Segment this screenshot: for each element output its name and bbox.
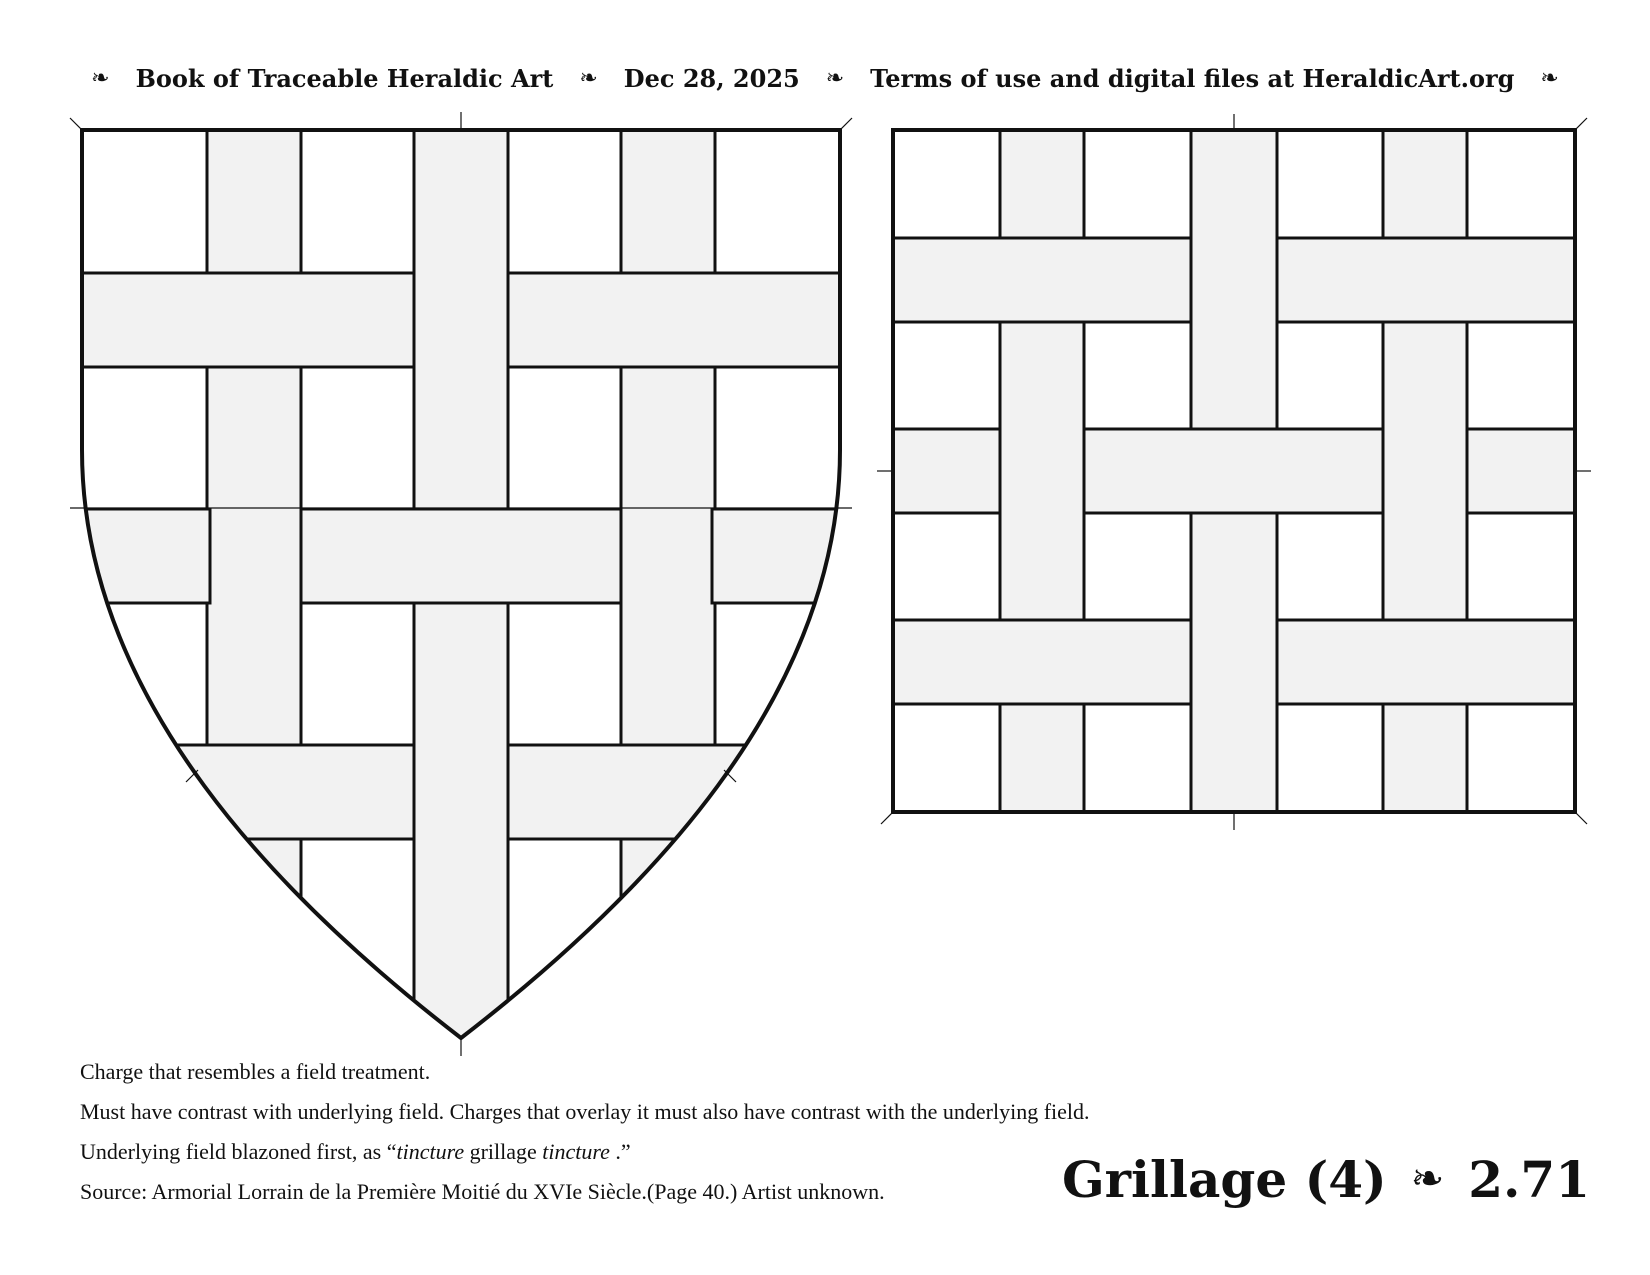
fleuron-icon: ❧	[579, 65, 598, 91]
vertical-strap	[1000, 130, 1084, 812]
charge-name: Grillage (4)	[1061, 1149, 1387, 1209]
fleuron-icon: ❧	[1540, 65, 1559, 91]
note-line: Must have contrast with underlying field. Charges that overlay it must also have contrast with the underlying field.	[80, 1099, 1090, 1124]
note-line-blazon: Underlying field blazoned first, as “tincture grillage tincture .”	[80, 1139, 631, 1164]
horizontal-strap	[60, 509, 210, 603]
horizontal-strap	[60, 273, 414, 367]
fleuron-icon: ❧	[91, 65, 110, 91]
horizontal-strap	[893, 429, 1000, 513]
horizontal-strap	[508, 273, 862, 367]
book-title: Book of Traceable Heraldic Art	[135, 63, 554, 93]
horizontal-strap	[1277, 620, 1575, 704]
horizontal-strap	[712, 509, 862, 603]
plate-number: 2.71	[1468, 1149, 1590, 1209]
fleuron-icon: ❧	[825, 65, 845, 91]
terms-link-text: Terms of use and digital files at HeraldicArt.org	[870, 63, 1515, 93]
vertical-strap	[207, 110, 301, 1070]
vertical-strap	[621, 110, 715, 1070]
note-line: Charge that resembles a field treatment.	[80, 1059, 431, 1084]
fleuron-icon: ❧	[1410, 1156, 1445, 1202]
plate-title	[1061, 1144, 1590, 1214]
horizontal-strap-center	[301, 509, 621, 603]
horizontal-strap-center	[1084, 429, 1383, 513]
horizontal-strap	[893, 620, 1191, 704]
shield-grillage	[60, 110, 862, 1070]
header-date: Dec 28, 2025	[623, 63, 800, 93]
horizontal-strap	[1467, 429, 1575, 513]
vertical-strap	[1383, 130, 1467, 812]
note-line-source: Source: Armorial Lorrain de la Première Moitié du XVIe Siècle.(Page 40.) Artist unknown.	[80, 1179, 885, 1204]
horizontal-strap	[1277, 238, 1575, 322]
horizontal-strap	[893, 238, 1191, 322]
square-grillage	[877, 114, 1591, 830]
